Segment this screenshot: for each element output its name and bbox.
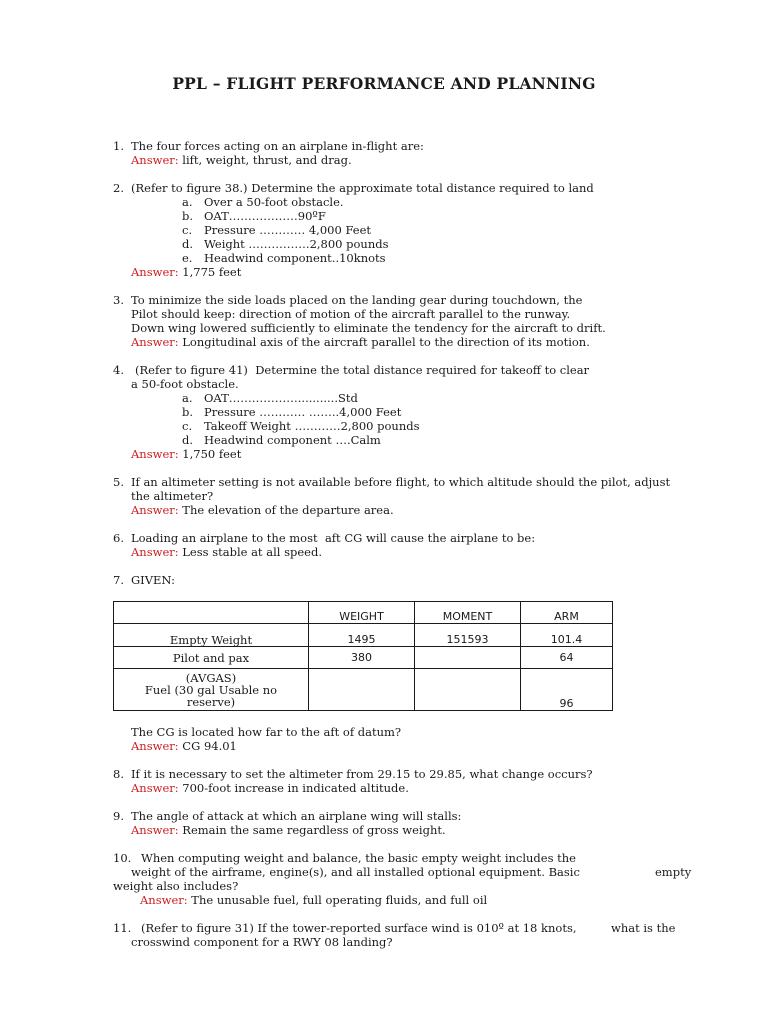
q4-item-letter: a. [182, 391, 193, 405]
q3-line1: To minimize the side loads placed on the landing gear during touchdown, the [131, 293, 583, 307]
given-table [113, 601, 613, 711]
q2-item-letter: e. [182, 251, 193, 265]
q2-item: OAT………………90ºF [204, 209, 326, 223]
table-header-weight: WEIGHT [309, 602, 415, 624]
q5-line1: If an altimeter setting is not available before flight, to which altitude should the pilot, adjust [131, 475, 671, 489]
q4-item: Takeoff Weight …………2,800 pounds [204, 419, 420, 433]
q3-number: 3. [113, 293, 124, 307]
q7-answer-text: CG 94.01 [182, 739, 237, 753]
table-row [114, 624, 613, 647]
q2-item-letter: c. [182, 223, 193, 237]
answer-label: Answer: [131, 503, 179, 517]
q8-answer [131, 781, 409, 795]
q4-item-letter: d. [182, 433, 194, 447]
q5-answer [131, 503, 394, 517]
q2-item: Headwind component..10knots [204, 251, 386, 265]
q6-answer-text: Less stable at all speed. [182, 545, 322, 559]
table-cell-label: Pilot and pax [114, 647, 309, 669]
q4-line1: (Refer to figure 41) Determine the total distance required for takeoff to clear [135, 363, 590, 377]
table-header-cell [114, 602, 309, 624]
q4-item: Pressure ………… ……..4,000 Feet [204, 405, 402, 419]
q8-answer-text: 700-foot increase in indicated altitude. [182, 781, 409, 795]
answer-label: Answer: [131, 823, 179, 837]
q4-item-letter: b. [182, 405, 194, 419]
q2-number: 2. [113, 181, 124, 195]
q10-line2-end: empty [655, 865, 692, 879]
q11-line2: crosswind component for a RWY 08 landing? [131, 935, 393, 949]
table-row [114, 647, 613, 669]
q3-answer-text: Longitudinal axis of the aircraft parallel to the direction of its motion. [182, 335, 590, 349]
q10-line3: weight also includes? [113, 879, 239, 893]
q10-line2: weight of the airframe, engine(s), and all installed optional equipment. Basic [131, 865, 580, 879]
q8-text: If it is necessary to set the altimeter from 29.15 to 29.85, what change occurs? [131, 767, 593, 781]
table-cell: 96 [521, 669, 613, 711]
answer-label: Answer: [131, 545, 179, 559]
q9-number: 9. [113, 809, 124, 823]
q6-number: 6. [113, 531, 124, 545]
table-cell [415, 647, 521, 669]
q5-number: 5. [113, 475, 124, 489]
q2-item: Over a 50-foot obstacle. [204, 195, 344, 209]
q7-answer [131, 739, 237, 753]
q11-number: 11. [113, 921, 132, 935]
q9-answer [131, 823, 446, 837]
q6-answer [131, 545, 322, 559]
q5-answer-text: The elevation of the departure area. [182, 503, 394, 517]
q3-line2: Pilot should keep: direction of motion of the aircraft parallel to the runway. [131, 307, 571, 321]
q6-text: Loading an airplane to the most aft CG will cause the airplane to be: [131, 531, 536, 545]
answer-label: Answer: [131, 447, 179, 461]
q10-answer [140, 893, 487, 907]
answer-label: Answer: [131, 153, 179, 167]
answer-label: Answer: [140, 893, 188, 907]
q3-answer [131, 335, 590, 349]
table-cell [309, 669, 415, 711]
table-cell [415, 669, 521, 711]
answer-label: Answer: [131, 265, 179, 279]
answer-label: Answer: [131, 781, 179, 795]
q2-item-letter: a. [182, 195, 193, 209]
q4-answer [131, 447, 241, 461]
q2-answer [131, 265, 241, 279]
q7-number: 7. [113, 573, 124, 587]
q2-item: Pressure ………… 4,000 Feet [204, 223, 372, 237]
q1-answer [131, 153, 352, 167]
q2-item: Weight …………….2,800 pounds [204, 237, 389, 251]
answer-label: Answer: [131, 739, 179, 753]
table-cell: 151593 [415, 624, 521, 647]
q10-line1: When computing weight and balance, the basic empty weight includes the [141, 851, 576, 865]
q4-item: OAT………………...........Std [204, 391, 358, 405]
q2-item-letter: d. [182, 237, 194, 251]
q1-answer-text: lift, weight, thrust, and drag. [182, 153, 352, 167]
q10-number: 10. [113, 851, 132, 865]
table-cell-label: Empty Weight [114, 624, 309, 647]
table-cell-label: (AVGAS) Fuel (30 gal Usable no reserve) [114, 669, 309, 711]
q9-answer-text: Remain the same regardless of gross weight. [182, 823, 446, 837]
q5-line2: the altimeter? [131, 489, 214, 503]
q2-answer-text: 1,775 feet [182, 265, 242, 279]
q11-line1-end: what is the [611, 921, 676, 935]
table-header-row [114, 602, 613, 624]
q7-text: GIVEN: [131, 573, 175, 587]
q10-answer-text: The unusable fuel, full operating fluids, and full oil [191, 893, 488, 907]
q4-item-letter: c. [182, 419, 193, 433]
table-cell: 64 [521, 647, 613, 669]
q9-text: The angle of attack at which an airplane wing will stalls: [131, 809, 462, 823]
answer-label: Answer: [131, 335, 179, 349]
table-cell: 380 [309, 647, 415, 669]
q4-item: Headwind component ….Calm [204, 433, 381, 447]
q7-question: The CG is located how far to the aft of datum? [131, 725, 402, 739]
table-header-arm: ARM [521, 602, 613, 624]
q1-number: 1. [113, 139, 124, 153]
q8-number: 8. [113, 767, 124, 781]
q3-line3: Down wing lowered sufficiently to eliminate the tendency for the aircraft to drift. [131, 321, 606, 335]
q4-answer-text: 1,750 feet [182, 447, 242, 461]
page-title: PPL – FLIGHT PERFORMANCE AND PLANNING [172, 74, 596, 93]
q2-text: (Refer to figure 38.) Determine the approximate total distance required to land [131, 181, 594, 195]
q1-text: The four forces acting on an airplane in-flight are: [131, 139, 424, 153]
q11-line1: (Refer to figure 31) If the tower-reported surface wind is 010º at 18 knots, [141, 921, 577, 935]
table-cell: 101.4 [521, 624, 613, 647]
q2-item-letter: b. [182, 209, 194, 223]
table-header-moment: MOMENT [415, 602, 521, 624]
table-row [114, 669, 613, 711]
q4-number: 4. [113, 363, 124, 377]
table-cell: 1495 [309, 624, 415, 647]
q4-line2: a 50-foot obstacle. [131, 377, 239, 391]
